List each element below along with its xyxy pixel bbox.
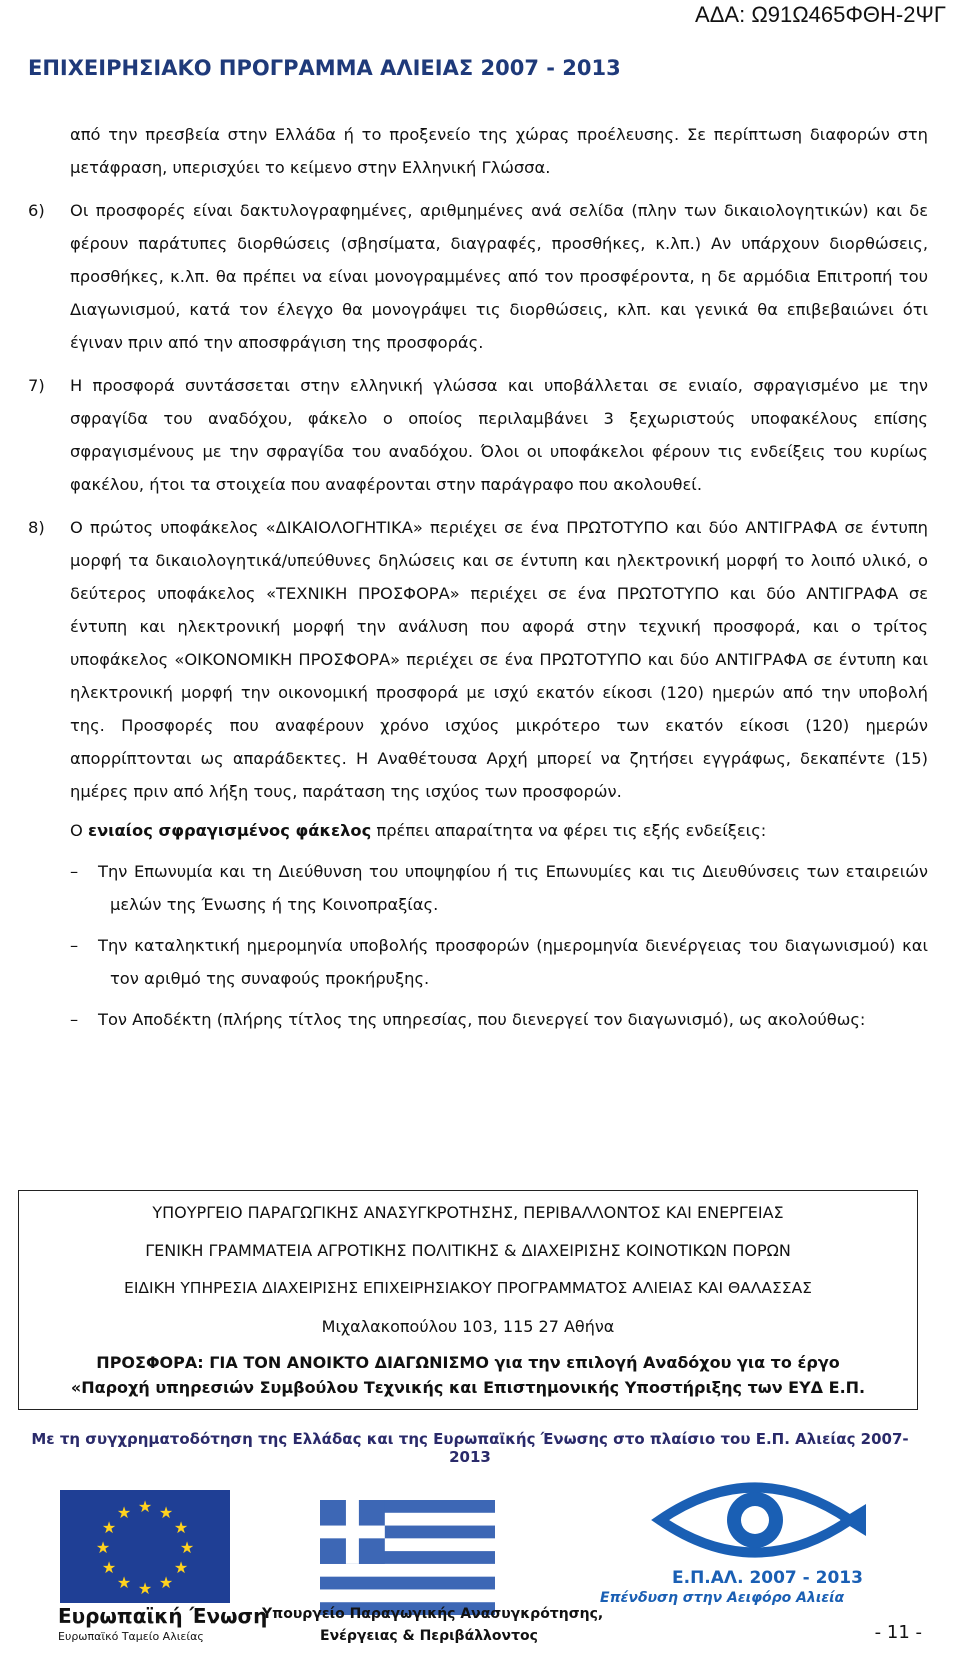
envelope-post: πρέπει απαραίτητα να φέρει τις εξής ενδείξεις: (371, 821, 767, 840)
envelope-bold: ενιαίος σφραγισμένος φάκελος (88, 821, 372, 840)
envelope-paragraph (28, 814, 928, 847)
svg-text:★: ★ (116, 1573, 132, 1592)
svg-text:★: ★ (173, 1558, 189, 1577)
address-ministry: ΥΠΟΥΡΓΕΙΟ ΠΑΡΑΓΩΓΙΚΗΣ ΑΝΑΣΥΓΚΡΟΤΗΣΗΣ, ΠΕΡΙΒΑΛΛΟΝΤΟΣ ΚΑΙ ΕΝΕΡΓΕΙΑΣ (152, 1203, 784, 1222)
greek-flag-icon (320, 1500, 495, 1615)
list-item-text: Η προσφορά συντάσσεται στην ελληνική γλώσσα και υποβάλλεται σε ενιαίο, σφραγισμένο με την σφραγίδα του αναδόχου, φάκελο ο οποίος περιλαμβάνει 3 ξεχωριστούς υποφακέλους επίσης σφραγισμένους με την σφραγίδα του αναδόχου. Όλοι οι υποφάκελοι φέρουν τις ενδείξεις του κυρίως φακέλου, ήτοι τα στοιχεία που αναφέρονται στην παράγραφο που ακολουθεί. (70, 376, 928, 494)
greek-flag-logo (320, 1500, 495, 1615)
ada-code: ΑΔΑ: Ω91Ω465ΦΘΗ-2ΨΓ (695, 2, 946, 27)
epal-caption: Επένδυση στην Αειφόρο Αλιεία (600, 1590, 845, 1606)
page-number: - 11 - (874, 1622, 922, 1643)
svg-text:★: ★ (116, 1503, 132, 1522)
cofunding-banner: Με τη συγχρηματοδότηση της Ελλάδας και της Ευρωπαϊκής Ένωσης στο πλαίσιο του Ε.Π. Αλιείας 2007-2013 (31, 1430, 909, 1466)
envelope-pre: Ο (70, 821, 88, 840)
dash-bullet: – (70, 862, 79, 881)
ministry-caption-line2: Ενέργειας & Περιβάλλοντος (320, 1628, 538, 1644)
epal-logo (640, 1470, 870, 1610)
svg-text:★: ★ (179, 1538, 195, 1557)
svg-text:★: ★ (95, 1538, 111, 1557)
fish-eye-icon (640, 1470, 870, 1570)
address-offer-line: ΠΡΟΣΦΟΡΑ: ΓΙΑ ΤΟΝ ΑΝΟΙΚΤΟ ΔΙΑΓΩΝΙΣΜΟ για την επιλογή Αναδόχου για το έργο (96, 1353, 840, 1372)
list-number: 7) (28, 376, 45, 395)
eu-caption: Ευρωπαϊκή Ένωση (58, 1604, 268, 1628)
svg-text:★: ★ (173, 1518, 189, 1537)
epal-title: Ε.Π.ΑΛ. 2007 - 2013 (672, 1568, 863, 1588)
svg-text:★: ★ (101, 1518, 117, 1537)
eu-flag-logo (60, 1490, 230, 1603)
document-header-title: ΕΠΙΧΕΙΡΗΣΙΑΚΟ ΠΡΟΓΡΑΜΜΑ ΑΛΙΕΙΑΣ 2007 - 2013 (28, 56, 621, 80)
dash-item-text: Την καταληκτική ημερομηνία υποβολής προσφορών (ημερομηνία διενέργειας του διαγωνισμού) και τον αριθμό της συναφούς προκήρυξης. (98, 936, 928, 988)
dash-item-recipient (28, 1003, 928, 1036)
recipient-address-box (18, 1190, 918, 1410)
eu-fund-caption: Ευρωπαϊκό Ταμείο Αλιείας (58, 1630, 204, 1643)
document-body (28, 118, 928, 1036)
list-number: 6) (28, 201, 45, 220)
list-item-8 (28, 511, 928, 808)
list-item-text: Ο πρώτος υποφάκελος «ΔΙΚΑΙΟΛΟΓΗΤΙΚΑ» περιέχει σε ένα ΠΡΩΤΟΤΥΠΟ και δύο ΑΝΤΙΓΡΑΦΑ σε έντυπη μορφή τα δικαιολογητικά/υπεύθυνες δηλώσεις και σε έντυπη και ηλεκτρονική μορφή το λοιπό υλικό, ο δεύτερος υποφάκελος «ΤΕΧΝΙΚΗ ΠΡΟΣΦΟΡΑ» περιέχει σε ένα ΠΡΩΤΟΤΥΠΟ και δύο ΑΝΤΙΓΡΑΦΑ σε έντυπη και ηλεκτρονική μορφή την ανάλυση που αφορά στην τεχνική προσφορά, και ο τρίτος υποφάκελος «ΟΙΚΟΝΟΜΙΚΗ ΠΡΟΣΦΟΡΑ» περιέχει σε ένα ΠΡΩΤΟΤΥΠΟ και δύο ΑΝΤΙΓΡΑΦΑ σε έντυπη και ηλεκτρονική μορφή την οικονομική προσφορά με ισχύ εκατόν είκοσι (120) ημερών από την υποβολή της. Προσφορές που αναφέρουν χρόνο ισχύος μικρότερο των εκατόν είκοσι (120) ημερών απορρίπτονται ως απαράδεκτες. Η Αναθέτουσα Αρχή μπορεί να ζητήσει εγγράφως, δεκαπέντε (15) ημέρες πριν από λήξη τους, παράταση της ισχύος των προσφορών. (70, 518, 928, 801)
svg-text:★: ★ (101, 1558, 117, 1577)
intro-paragraph: από την πρεσβεία στην Ελλάδα ή το προξενείο της χώρας προέλευσης. Σε περίπτωση διαφορών στη μετάφραση, υπερισχύει το κείμενο στην Ελληνική Γλώσσα. (70, 125, 928, 177)
ministry-caption-line1: Υπουργείο Παραγωγικής Ανασυγκρότησης, (262, 1606, 604, 1622)
dash-bullet: – (70, 936, 79, 955)
list-item-text: Οι προσφορές είναι δακτυλογραφημένες, αριθμημένες ανά σελίδα (πλην των δικαιολογητικών) και δε φέρουν παράτυπες διορθώσεις (σβησίματα, διαγραφές, προσθήκες, κ.λπ.) Αν υπάρχουν διορθώσεις, προσθήκες, κ.λπ. θα πρέπει να είναι μονογραμμένες από τον προσφέροντα, η δε αρμόδια Επιτροπή του Διαγωνισμού, κατά τον έλεγχο θα μονογράψει τις διορθώσεις, κλπ. και γενικά θα επιβεβαιώνει ότι έγιναν πριν από την αποσφράγιση της προσφοράς. (70, 201, 928, 352)
list-item-7 (28, 369, 928, 501)
svg-text:★: ★ (137, 1497, 153, 1516)
list-number: 8) (28, 518, 45, 537)
list-item-6 (28, 194, 928, 359)
dash-item-name (28, 855, 928, 921)
dash-item-text: Τον Αποδέκτη (πλήρης τίτλος της υπηρεσίας, που διενεργεί τον διαγωνισμό), ως ακολούθως: (98, 1010, 866, 1029)
svg-text:★: ★ (158, 1573, 174, 1592)
eu-stars-icon (60, 1490, 230, 1603)
address-project-line: «Παροχή υπηρεσιών Συμβούλου Τεχνικής και Επιστημονικής Υποστήριξης των ΕΥΔ Ε.Π. (70, 1378, 866, 1397)
svg-text:★: ★ (137, 1579, 153, 1598)
dash-bullet: – (70, 1010, 79, 1029)
address-general-secretariat: ΓΕΝΙΚΗ ΓΡΑΜΜΑΤΕΙΑ ΑΓΡΟΤΙΚΗΣ ΠΟΛΙΤΙΚΗΣ & ΔΙΑΧΕΙΡΙΣΗΣ ΚΟΙΝΟΤΙΚΩΝ ΠΟΡΩΝ (145, 1241, 791, 1260)
address-street: Μιχαλακοπούλου 103, 115 27 Αθήνα (321, 1317, 615, 1336)
dash-item-deadline (28, 929, 928, 995)
svg-text:★: ★ (158, 1503, 174, 1522)
address-special-service: ΕΙΔΙΚΗ ΥΠΗΡΕΣΙΑ ΔΙΑΧΕΙΡΙΣΗΣ ΕΠΙΧΕΙΡΗΣΙΑΚΟΥ ΠΡΟΓΡΑΜΜΑΤΟΣ ΑΛΙΕΙΑΣ ΚΑΙ ΘΑΛΑΣΣΑΣ (124, 1279, 812, 1297)
dash-item-text: Την Επωνυμία και τη Διεύθυνση του υποψηφίου ή τις Επωνυμίες και τις Διευθύνσεις των εταιρειών μελών της Ένωσης ή της Κοινοπραξίας. (98, 862, 928, 914)
